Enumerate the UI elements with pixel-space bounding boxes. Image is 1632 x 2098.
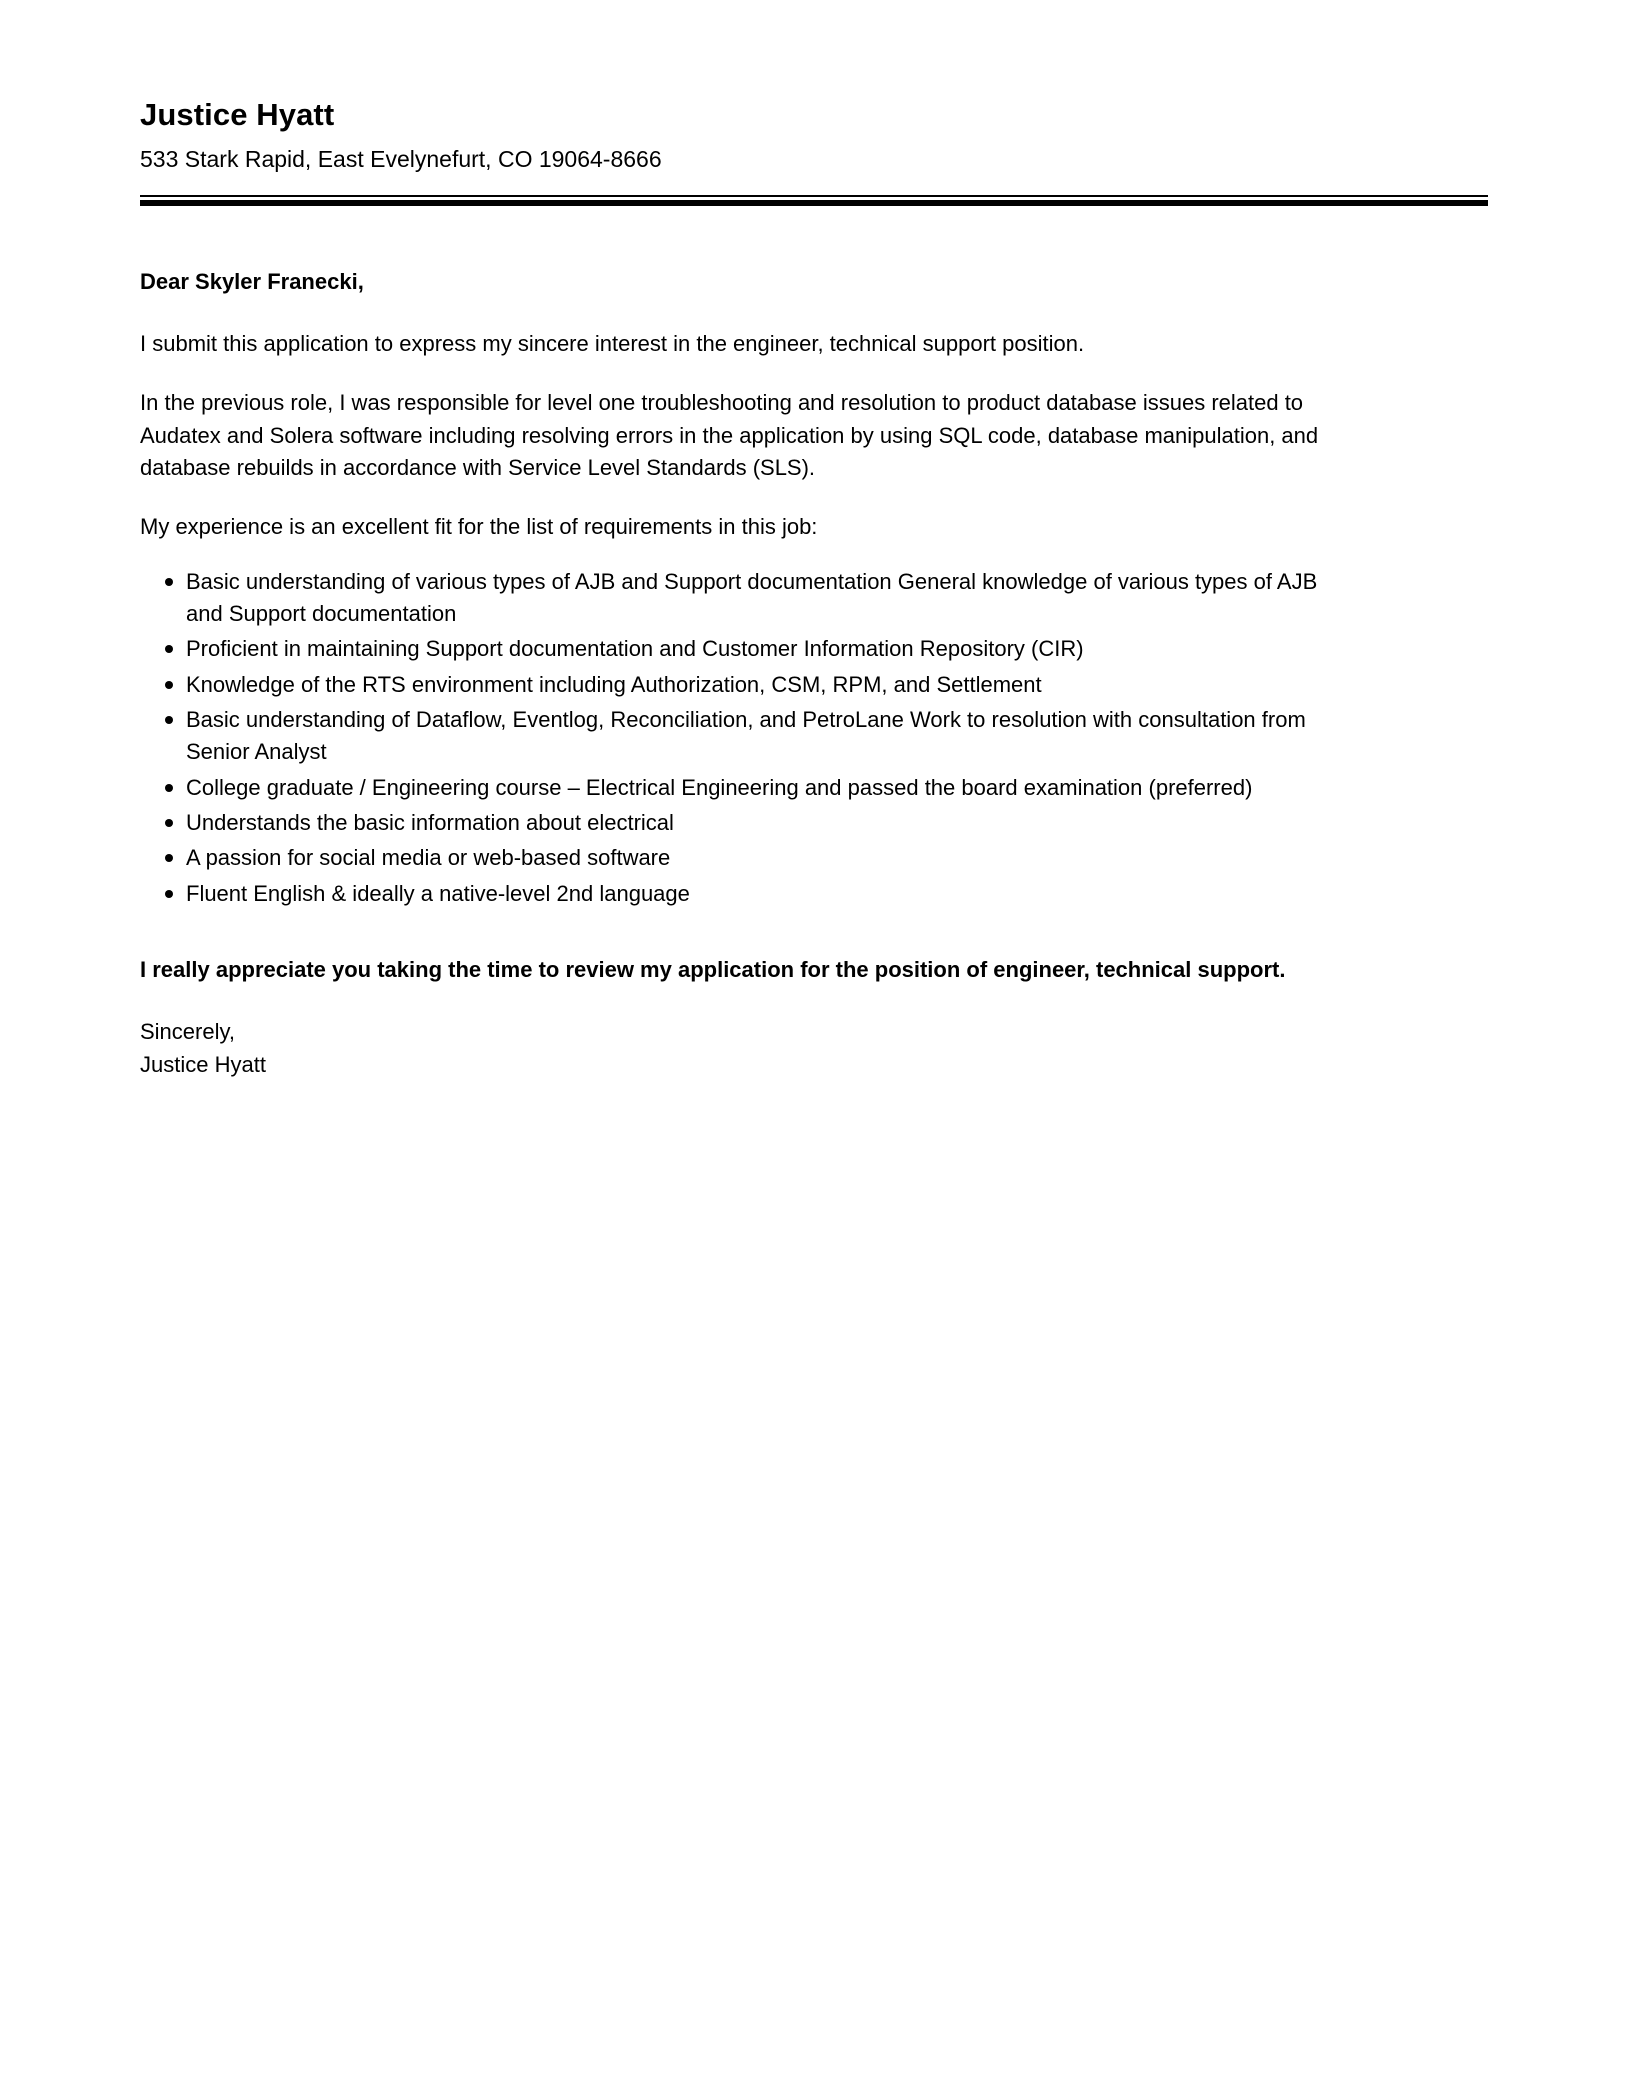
bullet-icon <box>165 890 173 898</box>
letterhead <box>140 0 1490 175</box>
list-item <box>140 633 1340 665</box>
list-item-text: A passion for social media or web-based software <box>186 845 671 871</box>
header-divider <box>140 195 1488 206</box>
list-item <box>140 878 1340 910</box>
body-paragraph-2: In the previous role, I was responsible for level one troubleshooting and resolution to product database issues related to Audatex and Solera software including resolving errors in the application by using SQL code, database manipulation, and database rebuilds in accordance with Service Level Standards (SLS). <box>140 390 1319 481</box>
requirements-intro: My experience is an excellent fit for the list of requirements in this job: <box>140 514 818 540</box>
list-item <box>140 566 1340 631</box>
sender-name: Justice Hyatt <box>140 97 335 132</box>
list-item-text: Basic understanding of Dataflow, Eventlog, Reconciliation, and PetroLane Work to resolution with consultation from Senior Analyst <box>186 707 1306 765</box>
requirements-list <box>140 566 1340 910</box>
bullet-icon <box>165 645 173 653</box>
list-item <box>140 772 1340 804</box>
bullet-icon <box>165 784 173 792</box>
list-item-text: Basic understanding of various types of AJB and Support documentation General knowledge of various types of AJB and Support documentation <box>186 568 1318 627</box>
sender-address: 533 Stark Rapid, East Evelynefurt, CO 19064-8666 <box>140 145 662 172</box>
list-item <box>140 842 1340 874</box>
list-item-text: Knowledge of the RTS environment including Authorization, CSM, RPM, and Settlement <box>186 671 1042 697</box>
list-item <box>140 704 1340 769</box>
bullet-icon <box>165 578 173 586</box>
sign-off: Sincerely, <box>140 1019 235 1045</box>
letter-sheet <box>140 0 1490 1081</box>
body-paragraph-1: I submit this application to express my sincere interest in the engineer, technical support position. <box>140 331 1085 357</box>
list-item-text: College graduate / Engineering course – Electrical Engineering and passed the board examination (preferred) <box>186 774 1253 800</box>
signature-block <box>140 1016 1355 1081</box>
bullet-icon <box>165 681 173 689</box>
list-item <box>140 669 1340 701</box>
divider-thick-line <box>140 200 1488 206</box>
bullet-icon <box>165 716 173 724</box>
letter-body <box>140 266 1355 1081</box>
bullet-icon <box>165 854 173 862</box>
list-item-text: Fluent English & ideally a native-level 2nd language <box>186 880 690 906</box>
list-item-text: Proficient in maintaining Support documentation and Customer Information Repository (CIR) <box>186 636 1084 662</box>
signature-name: Justice Hyatt <box>140 1051 266 1077</box>
list-item-text: Understands the basic information about electrical <box>186 810 674 836</box>
bullet-icon <box>165 819 173 827</box>
list-item <box>140 807 1340 839</box>
closing-statement: I really appreciate you taking the time to review my application for the position of engineer, technical support. <box>140 957 1286 983</box>
salutation: Dear Skyler Franecki, <box>140 268 364 294</box>
